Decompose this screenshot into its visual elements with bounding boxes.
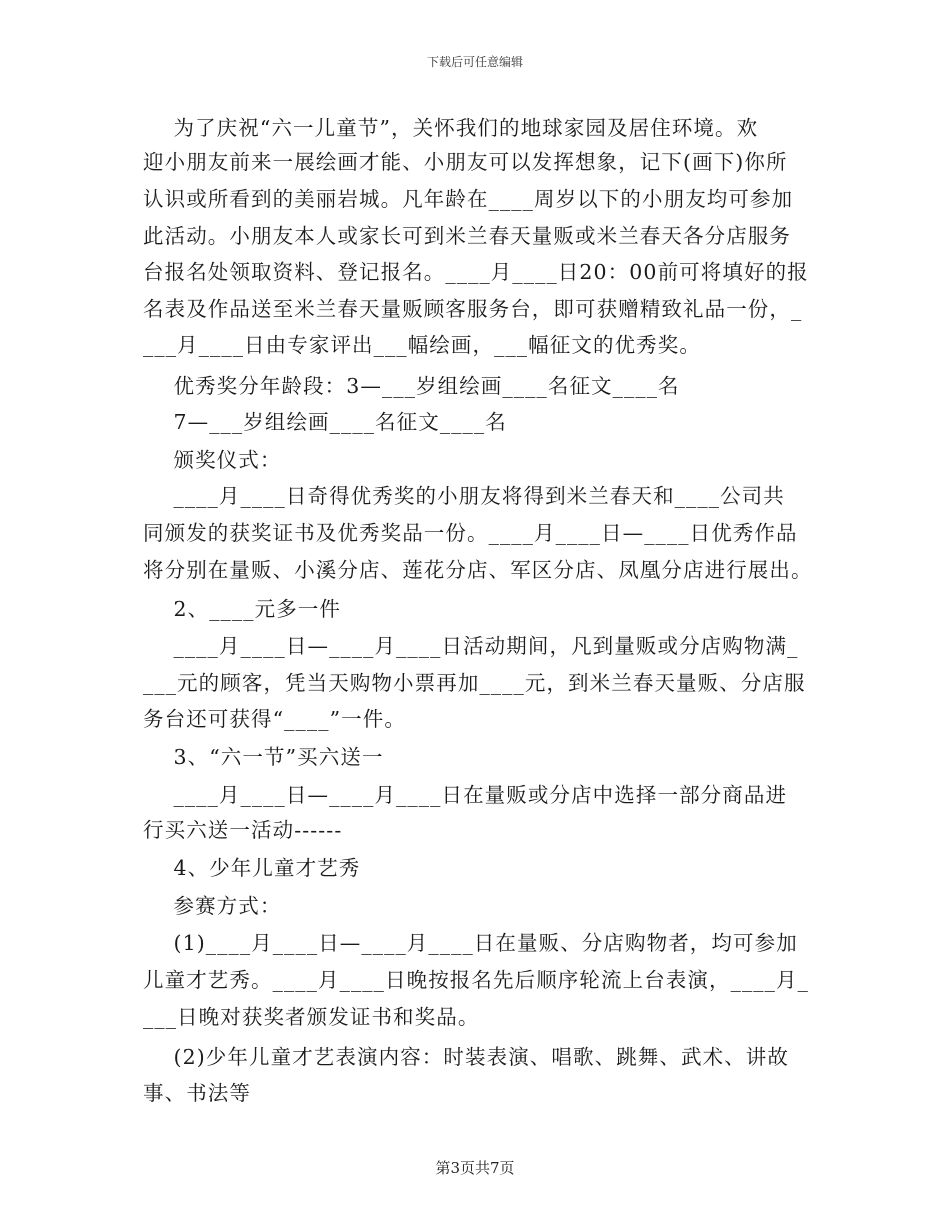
body-line: (2)少年儿童才艺表演内容：时装表演、唱歌、跳舞、武术、讲故 — [143, 1045, 790, 1069]
body-line: ____月____日奇得优秀奖的小朋友将得到米兰春天和____公司共 — [143, 484, 785, 508]
body-line: 务台还可获得“____”一件。 — [143, 707, 406, 731]
body-line: 将分别在量贩、小溪分店、莲花分店、军区分店、凤凰分店进行展出。 — [143, 558, 813, 582]
section-heading: 2、____元多一件 — [143, 597, 342, 621]
section-heading: 4、少年儿童才艺秀 — [143, 856, 361, 880]
page-footer: 第3页共7页 — [435, 1159, 515, 1177]
body-line: ___日晚对获奖者颁发证书和奖品。 — [143, 1005, 480, 1029]
section-heading: 颁奖仪式： — [143, 448, 282, 472]
body-line: 参赛方式： — [143, 894, 282, 918]
body-line: 同颁发的获奖证书及优秀奖品一份。____月____日—____日优秀作品 — [143, 521, 798, 545]
body-line: 为了庆祝“六一儿童节”，关怀我们的地球家园及居住环境。欢 — [143, 116, 759, 140]
body-line: 事、书法等 — [143, 1081, 251, 1105]
body-line: ___月____日由专家评出___幅绘画，___幅征文的优秀奖。 — [143, 333, 701, 357]
body-line: 台报名处领取资料、登记报名。____月____日20：00前可将填好的报 — [143, 260, 809, 284]
body-line: ___元的顾客，凭当天购物小票再加____元，到米兰春天量贩、分店服 — [143, 671, 806, 695]
body-line: 认识或所看到的美丽岩城。凡年龄在____周岁以下的小朋友均可参加 — [143, 187, 794, 211]
body-line: 迎小朋友前来一展绘画才能、小朋友可以发挥想象，记下(画下)你所 — [143, 150, 788, 174]
section-heading: 3、“六一节”买六送一 — [143, 745, 384, 769]
body-line: (1)____月____日—____月____日在量贩、分店购物者，均可参加 — [143, 931, 798, 955]
body-line: 儿童才艺秀。____月____日晚按报名先后顺序轮流上台表演，____月_ — [143, 968, 809, 992]
body-line: ____月____日—____月____日活动期间，凡到量贩或分店购物满_ — [143, 634, 799, 658]
body-line: 7—___岁组绘画____名征文____名 — [143, 410, 507, 434]
page-header: 下载后可任意编辑 — [426, 55, 523, 69]
body-line: 此活动。小朋友本人或家长可到米兰春天量贩或米兰春天各分店服务 — [143, 224, 791, 248]
body-line: 名表及作品送至米兰春天量贩顾客服务台，即可获赠精致礼品一份，_ — [143, 297, 803, 321]
body-line: 优秀奖分年龄段：3—___岁组绘画____名征文____名 — [143, 374, 680, 398]
body-line: ____月____日—____月____日在量贩或分店中选择一部分商品进 — [143, 783, 788, 807]
body-line: 行买六送一活动------ — [143, 818, 343, 842]
